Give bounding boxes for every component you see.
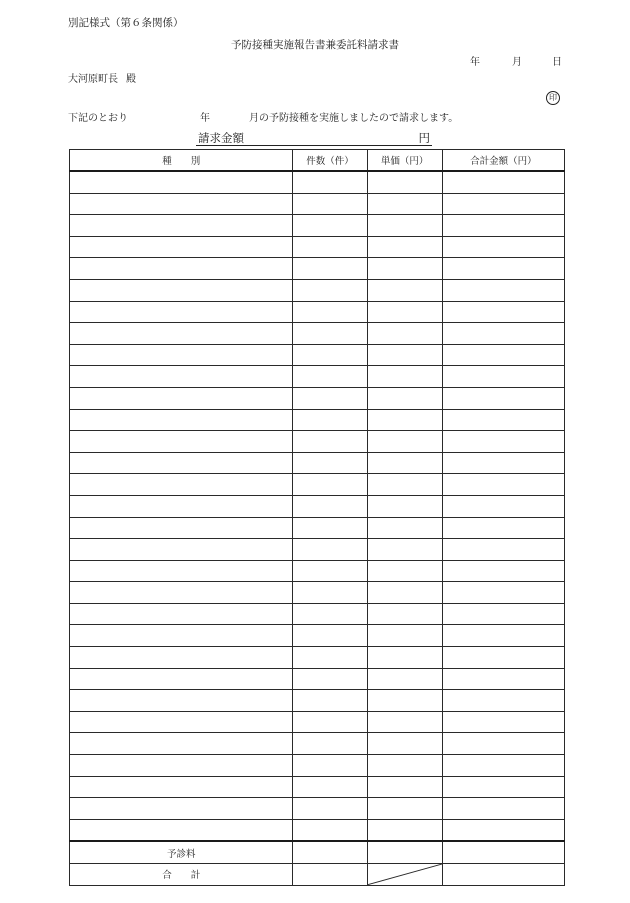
table-cell-total-amount <box>442 690 564 712</box>
diagonal-strike-line <box>368 864 442 885</box>
table-header-row <box>70 150 565 172</box>
request-amount-field <box>196 130 432 146</box>
table-cell-count <box>293 236 367 258</box>
table-row <box>70 539 565 561</box>
table-row <box>70 387 565 409</box>
table-cell-unit-price <box>367 258 442 280</box>
table-row <box>70 236 565 258</box>
table-cell-kind <box>70 733 293 755</box>
seal-mark: 印 <box>546 91 560 105</box>
table-cell-unit-price <box>367 323 442 345</box>
table-row <box>70 474 565 496</box>
table-cell-count <box>293 279 367 301</box>
column-header-unit-price: 単価（円） <box>367 150 442 172</box>
table-cell-total-amount <box>442 733 564 755</box>
table-cell-kind <box>70 193 293 215</box>
table-cell-kind <box>70 647 293 669</box>
table-cell-kind <box>70 560 293 582</box>
table-row <box>70 819 565 841</box>
column-header-count: 件数（件） <box>293 150 367 172</box>
table-row <box>70 409 565 431</box>
table-cell-count <box>293 387 367 409</box>
table-cell-total-amount <box>442 387 564 409</box>
table-cell-count <box>293 711 367 733</box>
table-cell-count <box>293 776 367 798</box>
table-cell-total-amount <box>442 560 564 582</box>
table-cell-total-amount <box>442 279 564 301</box>
request-amount-unit: 円 <box>418 131 430 145</box>
table-cell-total-amount <box>442 409 564 431</box>
table-row <box>70 560 565 582</box>
table-cell-unit-price <box>367 690 442 712</box>
table-cell-unit-price <box>367 474 442 496</box>
date-day-label: 日 <box>552 57 562 68</box>
form-title: 予防接種実施報告書兼委託料請求書 <box>231 39 399 51</box>
date-line <box>470 53 562 68</box>
table-cell-count <box>293 582 367 604</box>
table-cell-unit-price <box>367 215 442 237</box>
table-cell-kind <box>70 539 293 561</box>
table-cell-unit-price <box>367 517 442 539</box>
vaccination-table <box>69 149 565 886</box>
date-year-label: 年 <box>470 57 480 68</box>
table-cell-kind <box>70 668 293 690</box>
table-row <box>70 755 565 777</box>
table-cell-unit-price <box>367 344 442 366</box>
table-cell-unit-price <box>367 431 442 453</box>
date-month-label: 月 <box>512 57 522 68</box>
table-cell-total-amount <box>442 323 564 345</box>
table-cell-total-amount <box>442 301 564 323</box>
table-cell-count <box>293 733 367 755</box>
table-row <box>70 690 565 712</box>
table-row <box>70 647 565 669</box>
table-cell-unit-price <box>367 409 442 431</box>
table-row <box>70 582 565 604</box>
table-cell-total-amount <box>442 495 564 517</box>
table-cell-unit-price <box>367 668 442 690</box>
table-row <box>70 193 565 215</box>
table-cell-count <box>293 301 367 323</box>
table-row <box>70 668 565 690</box>
table-cell-total-amount <box>442 776 564 798</box>
table-cell-total-amount <box>442 539 564 561</box>
column-header-kind: 種 別 <box>70 150 293 172</box>
request-statement <box>68 109 458 124</box>
addressee-honorific: 殿 <box>126 74 136 85</box>
table-row <box>70 603 565 625</box>
addressee <box>68 70 136 85</box>
table-cell-kind <box>70 690 293 712</box>
table-cell-unit-price <box>367 560 442 582</box>
table-cell-kind <box>70 495 293 517</box>
table-cell-total-amount <box>442 431 564 453</box>
table-cell-unit-price <box>367 733 442 755</box>
table-cell-count <box>293 517 367 539</box>
table-cell-kind <box>70 258 293 280</box>
table-cell-total-amount <box>442 625 564 647</box>
table-cell-count <box>293 690 367 712</box>
table-cell-count <box>293 171 367 193</box>
table-cell-count <box>293 193 367 215</box>
table-cell-count <box>293 215 367 237</box>
table-cell-total-amount <box>442 647 564 669</box>
table-cell-unit-price <box>367 387 442 409</box>
table-cell-kind <box>70 344 293 366</box>
table-cell-unit-price <box>367 776 442 798</box>
table-row <box>70 431 565 453</box>
table-cell-total-amount <box>442 344 564 366</box>
column-header-total-amount: 合計金額（円） <box>442 150 564 172</box>
table-row <box>70 517 565 539</box>
table-cell-kind <box>70 301 293 323</box>
table-cell-kind <box>70 279 293 301</box>
table-cell-unit-price <box>367 236 442 258</box>
table-row <box>70 366 565 388</box>
table-cell-total-amount <box>442 366 564 388</box>
table-cell-unit-price <box>367 366 442 388</box>
table-cell-count <box>293 344 367 366</box>
table-row <box>70 323 565 345</box>
screening-fee-total-cell <box>442 841 564 863</box>
table-cell-unit-price <box>367 625 442 647</box>
screening-fee-label: 予診料 <box>70 841 293 863</box>
table-cell-kind <box>70 215 293 237</box>
table-cell-kind <box>70 387 293 409</box>
table-cell-unit-price <box>367 582 442 604</box>
table-cell-kind <box>70 366 293 388</box>
table-cell-unit-price <box>367 301 442 323</box>
table-cell-unit-price <box>367 279 442 301</box>
table-cell-unit-price <box>367 711 442 733</box>
table-cell-total-amount <box>442 474 564 496</box>
table-cell-count <box>293 323 367 345</box>
table-cell-kind <box>70 171 293 193</box>
table-row <box>70 776 565 798</box>
screening-fee-unit-price-cell <box>367 841 442 863</box>
table-cell-kind <box>70 603 293 625</box>
table-cell-count <box>293 668 367 690</box>
table-row <box>70 625 565 647</box>
table-cell-total-amount <box>442 582 564 604</box>
table-row <box>70 344 565 366</box>
table-cell-kind <box>70 625 293 647</box>
grand-total-count-cell <box>293 864 367 886</box>
table-cell-unit-price <box>367 539 442 561</box>
table-cell-count <box>293 409 367 431</box>
table-cell-kind <box>70 452 293 474</box>
table-cell-count <box>293 258 367 280</box>
table-cell-total-amount <box>442 668 564 690</box>
table-cell-count <box>293 452 367 474</box>
screening-fee-row <box>70 841 565 863</box>
table-cell-unit-price <box>367 171 442 193</box>
table-cell-count <box>293 798 367 820</box>
table-cell-unit-price <box>367 603 442 625</box>
table-row <box>70 171 565 193</box>
table-cell-kind <box>70 236 293 258</box>
table-cell-total-amount <box>442 236 564 258</box>
table-cell-count <box>293 474 367 496</box>
table-cell-total-amount <box>442 193 564 215</box>
grand-total-amount-cell <box>442 864 564 886</box>
table-cell-count <box>293 647 367 669</box>
grand-total-row <box>70 864 565 886</box>
table-cell-unit-price <box>367 647 442 669</box>
grand-total-label: 合 計 <box>70 864 293 886</box>
table-cell-unit-price <box>367 495 442 517</box>
table-cell-total-amount <box>442 603 564 625</box>
table-body <box>70 171 565 841</box>
table-cell-kind <box>70 798 293 820</box>
table-cell-unit-price <box>367 819 442 841</box>
table-row <box>70 279 565 301</box>
table-row <box>70 258 565 280</box>
table-cell-count <box>293 495 367 517</box>
grand-total-unit-price-cell-crossed <box>367 864 442 886</box>
table-cell-count <box>293 539 367 561</box>
request-amount-label: 請求金額 <box>198 131 244 145</box>
table-cell-unit-price <box>367 755 442 777</box>
table-cell-total-amount <box>442 258 564 280</box>
request-suffix: 月の予防接種を実施しましたので請求します。 <box>249 113 459 124</box>
table-row <box>70 215 565 237</box>
table-row <box>70 798 565 820</box>
table-cell-count <box>293 431 367 453</box>
table-cell-total-amount <box>442 711 564 733</box>
table-cell-kind <box>70 755 293 777</box>
table-cell-kind <box>70 474 293 496</box>
table-cell-total-amount <box>442 215 564 237</box>
table-cell-total-amount <box>442 819 564 841</box>
table-cell-count <box>293 755 367 777</box>
table-cell-total-amount <box>442 517 564 539</box>
table-cell-total-amount <box>442 755 564 777</box>
table-row <box>70 711 565 733</box>
addressee-name: 大河原町長 <box>68 74 118 85</box>
table-cell-total-amount <box>442 798 564 820</box>
table-cell-kind <box>70 776 293 798</box>
table-cell-kind <box>70 409 293 431</box>
request-prefix: 下記のとおり <box>68 113 128 124</box>
table-row <box>70 301 565 323</box>
table-cell-kind <box>70 517 293 539</box>
table-cell-total-amount <box>442 171 564 193</box>
table-cell-kind <box>70 711 293 733</box>
request-year-unit: 年 <box>200 113 210 124</box>
table-cell-kind <box>70 819 293 841</box>
table-row <box>70 495 565 517</box>
table-row <box>70 733 565 755</box>
table-cell-count <box>293 603 367 625</box>
table-cell-count <box>293 625 367 647</box>
table-cell-count <box>293 819 367 841</box>
table-cell-kind <box>70 323 293 345</box>
table-cell-count <box>293 560 367 582</box>
table-cell-count <box>293 366 367 388</box>
table-cell-unit-price <box>367 193 442 215</box>
form-id-label: 別記様式（第６条関係） <box>68 17 184 29</box>
table-cell-unit-price <box>367 798 442 820</box>
screening-fee-count-cell <box>293 841 367 863</box>
table-cell-kind <box>70 431 293 453</box>
table-row <box>70 452 565 474</box>
table-cell-total-amount <box>442 452 564 474</box>
table-cell-kind <box>70 582 293 604</box>
table-cell-unit-price <box>367 452 442 474</box>
